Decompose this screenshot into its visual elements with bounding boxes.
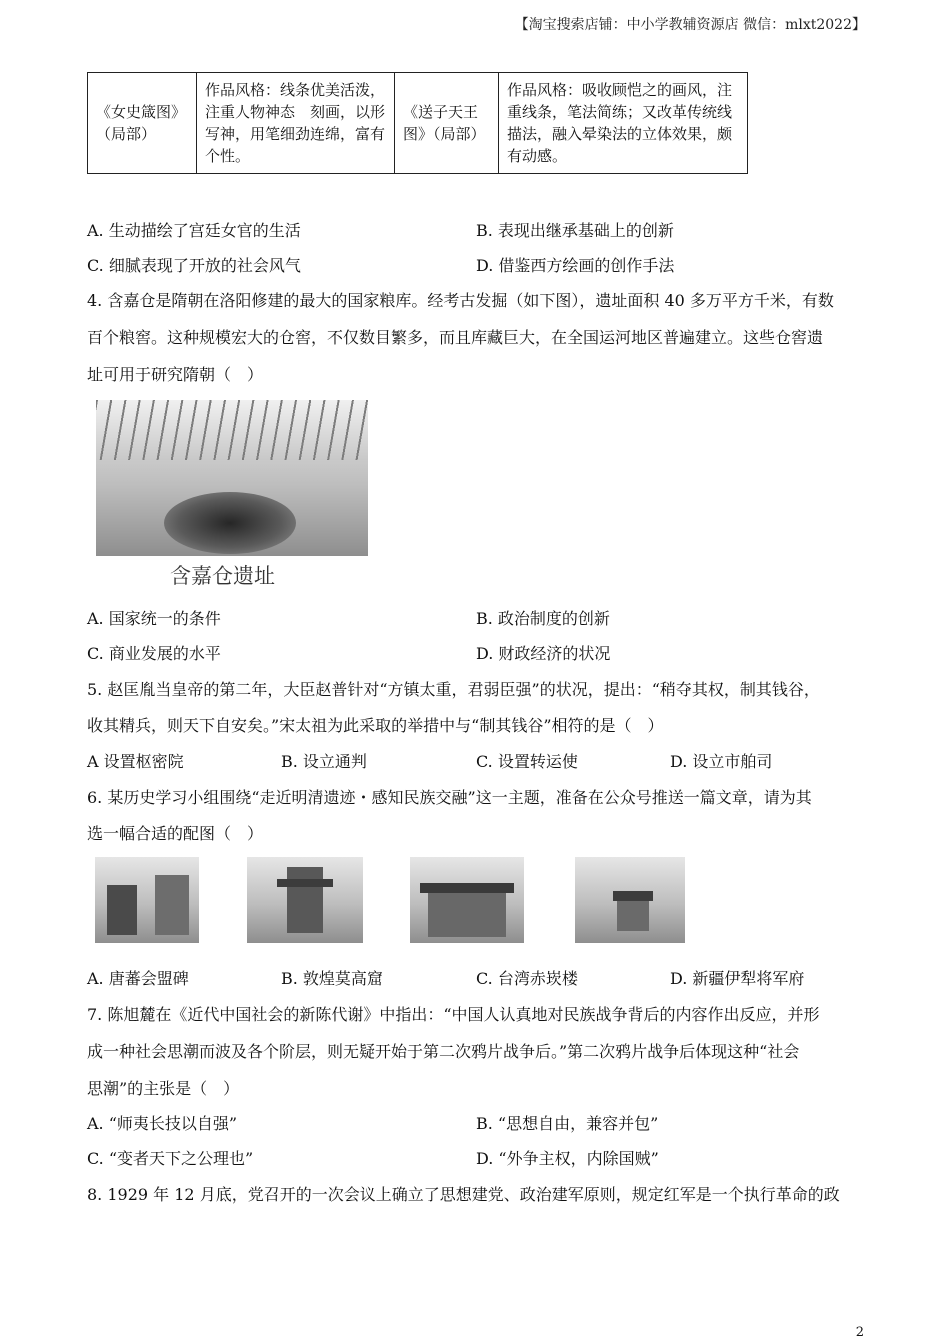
q5-option-b[interactable]: B. 设立通判 <box>281 752 367 771</box>
q6-option-c[interactable]: C. 台湾赤崁楼 <box>476 969 578 988</box>
q3-option-d[interactable]: D. 借鉴西方绘画的创作手法 <box>476 256 675 275</box>
q5-stem-line-1: 5. 赵匡胤当皇帝的第二年，大臣赵普针对“方镇太重，君弱臣强”的状况，提出：“稍夺其权，制其钱谷， <box>87 680 820 699</box>
q6-stem-line-1: 6. 某历史学习小组围绕“走近明清遗迹・感知民族交融”这一主题，准备在公众号推送一篇文章，请为其 <box>87 788 812 807</box>
q4-option-d[interactable]: D. 财政经济的状况 <box>476 644 611 663</box>
q6-option-d[interactable]: D. 新疆伊犁将军府 <box>670 969 805 988</box>
q5-option-d[interactable]: D. 设立市舶司 <box>670 752 773 771</box>
q7-option-a[interactable]: A. “师夷长技以自强” <box>87 1114 238 1133</box>
granary-pit <box>164 492 296 554</box>
painting-title-2: 《送子天王图》（局部） <box>395 73 499 174</box>
q7-option-b[interactable]: B. “思想自由，兼容并包” <box>476 1114 659 1133</box>
q7-stem-line-3: 思潮”的主张是（ ） <box>87 1079 240 1098</box>
q6-stem-line-2: 选一幅合适的配图（ ） <box>87 824 264 843</box>
q4-option-b[interactable]: B. 政治制度的创新 <box>476 609 610 628</box>
q8-stem-line-1: 8. 1929 年 12 月底，党召开的一次会议上确立了思想建党、政治建军原则，规定红军是一个执行革命的政 <box>87 1185 840 1204</box>
q5-option-c[interactable]: C. 设置转运使 <box>476 752 578 771</box>
ili-general-mansion-photo <box>575 857 685 943</box>
q3-option-c[interactable]: C. 细腻表现了开放的社会风气 <box>87 256 301 275</box>
q6-option-a[interactable]: A. 唐蕃会盟碑 <box>87 969 189 988</box>
painting-comparison-table <box>87 72 748 174</box>
photo-caption: 含嘉仓遗址 <box>170 564 275 588</box>
header-note: 【淘宝搜索店铺：中小学教辅资源店 微信：mlxt2022】 <box>514 17 866 33</box>
q7-stem-line-1: 7. 陈旭麓在《近代中国社会的新陈代谢》中指出：“中国人认真地对民族战争背后的内容作出反应，并形 <box>87 1005 820 1024</box>
mogao-caves-photo <box>247 857 363 943</box>
q7-option-c[interactable]: C. “变者天下之公理也” <box>87 1149 254 1168</box>
tang-tibet-stele-photo <box>95 857 199 943</box>
painting-style-2: 作品风格：吸收顾恺之的画风，注重线条，笔法简练；又改革传统线描法，融入晕染法的立体效果，颇有动感。 <box>499 73 748 174</box>
painting-style-1: 作品风格：线条优美活泼，注重人物神态 刻画，以形写神，用笔细劲连绵，富有个性。 <box>197 73 395 174</box>
hanjia-granary-photo <box>96 400 368 556</box>
painting-title-1: 《女史箴图》（局部） <box>88 73 197 174</box>
page-number: 2 <box>855 1325 864 1340</box>
q6-option-b[interactable]: B. 敦煌莫高窟 <box>281 969 383 988</box>
q3-option-b[interactable]: B. 表现出继承基础上的创新 <box>476 221 674 240</box>
q5-option-a[interactable]: A 设置枢密院 <box>87 752 184 771</box>
q4-stem-line-1: 4. 含嘉仓是隋朝在洛阳修建的最大的国家粮库。经考古发掘（如下图），遗址面积 40 多万平方千米，有数 <box>87 291 834 310</box>
canopy-structure <box>96 400 368 460</box>
q4-stem-line-2: 百个粮窖。这种规模宏大的仓窖，不仅数目繁多，而且库藏巨大，在全国运河地区普遍建立。这些仓窖遗 <box>87 328 824 347</box>
chikan-tower-photo <box>410 857 524 943</box>
q7-option-d[interactable]: D. “外争主权，内除国贼” <box>476 1149 659 1168</box>
q4-option-c[interactable]: C. 商业发展的水平 <box>87 644 221 663</box>
q5-stem-line-2: 收其精兵，则天下自安矣。”宋太祖为此采取的举措中与“制其钱谷”相符的是（ ） <box>87 716 664 735</box>
q3-option-a[interactable]: A. 生动描绘了宫廷女官的生活 <box>87 221 301 240</box>
q7-stem-line-2: 成一种社会思潮而波及各个阶层，则无疑开始于第二次鸦片战争后。”第二次鸦片战争后体现这种“社会 <box>87 1042 800 1061</box>
q4-option-a[interactable]: A. 国家统一的条件 <box>87 609 221 628</box>
q4-stem-line-3: 址可用于研究隋朝（ ） <box>87 365 264 384</box>
